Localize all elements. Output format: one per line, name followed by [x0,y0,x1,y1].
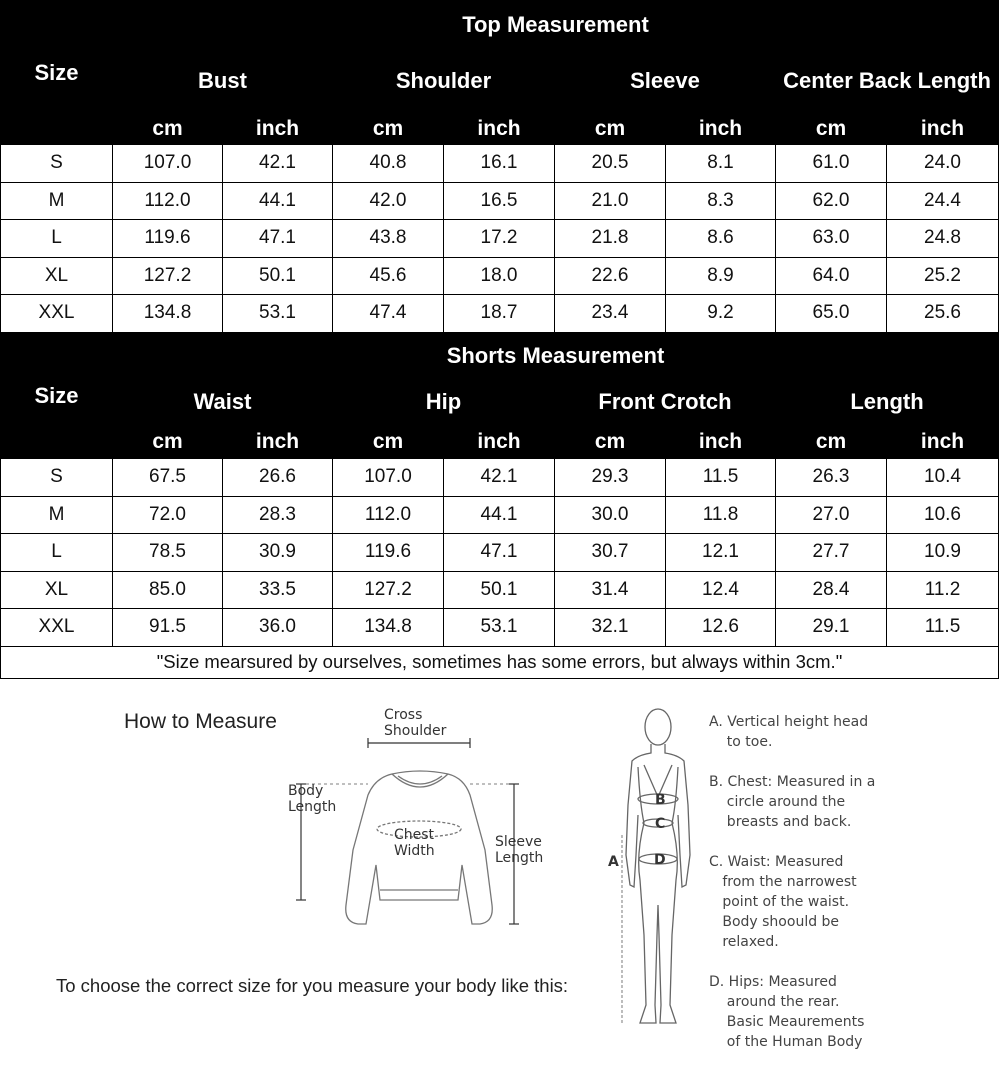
measurement-cell: 78.5 [113,534,223,572]
size-cell: M [1,496,113,534]
measurement-cell: 42.1 [223,145,333,183]
note-c: C. Waist: Measured from the narrowest point of the waist. Body shoould be relaxed. [709,854,857,950]
note-a: A. Vertical height head to toe. [709,714,869,750]
table-title: Top Measurement [113,1,999,49]
measurement-cell: 8.6 [666,220,776,258]
measurement-cell: 24.4 [887,182,999,220]
measurement-cell: 47.1 [223,220,333,258]
size-cell: XXL [1,609,113,647]
unit-row [1,426,999,459]
unit-row [1,113,999,145]
measurement-cell: 11.5 [666,459,776,497]
size-header: Size [1,334,113,459]
measurement-cell: 50.1 [444,571,555,609]
size-cell: XXL [1,295,113,333]
group-header: Hip [333,378,555,426]
size-cell: S [1,459,113,497]
body-length-label: Length [288,799,337,815]
unit-header: cm [555,426,666,459]
measurement-cell: 107.0 [113,145,223,183]
unit-header: cm [333,426,444,459]
measurement-cell: 61.0 [776,145,887,183]
measurement-cell: 127.2 [333,571,444,609]
table-row [1,182,999,220]
measurement-cell: 28.3 [223,496,333,534]
measurement-cell: 16.5 [444,182,555,220]
unit-header: inch [223,426,333,459]
table-title: Shorts Measurement [113,334,999,378]
group-header: Length [776,378,999,426]
measurement-cell: 18.0 [444,257,555,295]
unit-header: cm [113,113,223,145]
measurement-cell: 8.9 [666,257,776,295]
measurement-cell: 67.5 [113,459,223,497]
shorts-measurement-table [0,333,999,679]
measurement-cell: 53.1 [444,609,555,647]
measurement-cell: 24.0 [887,145,999,183]
measurement-cell: 21.0 [555,182,666,220]
measurement-cell: 30.7 [555,534,666,572]
human-body-diagram [600,705,710,1035]
chest-width-label: Chest [394,827,435,843]
measurement-cell: 12.6 [666,609,776,647]
measurement-cell: 11.5 [887,609,999,647]
table-row [1,257,999,295]
measurement-cell: 107.0 [333,459,444,497]
measurement-cell: 112.0 [113,182,223,220]
measurement-cell: 31.4 [555,571,666,609]
body-length-label: Body [288,783,324,799]
size-cell: XL [1,257,113,295]
chest-width-label: Width [394,843,435,859]
measurement-cell: 20.5 [555,145,666,183]
measurement-note: "Size mearsured by ourselves, sometimes has some errors, but always within 3cm." [1,646,999,678]
measurement-cell: 119.6 [113,220,223,258]
group-header: Center Back Length [776,49,999,113]
measurement-cell: 134.8 [333,609,444,647]
unit-header: inch [223,113,333,145]
measurement-cell: 119.6 [333,534,444,572]
top-measurement-table [0,0,999,333]
measurement-cell: 30.0 [555,496,666,534]
measurement-cell: 91.5 [113,609,223,647]
measurement-cell: 10.4 [887,459,999,497]
measurement-cell: 27.7 [776,534,887,572]
measurement-cell: 22.6 [555,257,666,295]
measurement-cell: 50.1 [223,257,333,295]
size-cell: M [1,182,113,220]
how-to-measure-title: How to Measure [124,710,277,733]
unit-header: inch [444,426,555,459]
note-d: D. Hips: Measured around the rear. Basic Meaurements of the Human Body [709,974,865,1050]
measurement-cell: 65.0 [776,295,887,333]
measurement-cell: 12.1 [666,534,776,572]
unit-header: inch [666,113,776,145]
measurement-cell: 43.8 [333,220,444,258]
measurement-cell: 28.4 [776,571,887,609]
size-cell: L [1,220,113,258]
cross-shoulder-label: Shoulder [384,723,447,739]
measurement-cell: 40.8 [333,145,444,183]
group-header: Shoulder [333,49,555,113]
measurement-cell: 26.6 [223,459,333,497]
size-cell: L [1,534,113,572]
sleeve-length-label: Sleeve [495,834,542,850]
measurement-cell: 25.6 [887,295,999,333]
choose-size-instruction: To choose the correct size for you measure your body like this: [56,975,569,996]
measurement-cell: 63.0 [776,220,887,258]
table-row [1,609,999,647]
measurement-cell: 42.1 [444,459,555,497]
measurement-cell: 17.2 [444,220,555,258]
table-row [1,145,999,183]
table-row [1,220,999,258]
measurement-cell: 134.8 [113,295,223,333]
measurement-cell: 62.0 [776,182,887,220]
unit-header: inch [666,426,776,459]
measurement-cell: 11.2 [887,571,999,609]
measurement-cell: 85.0 [113,571,223,609]
unit-header: inch [887,113,999,145]
table-row [1,571,999,609]
measurement-cell: 72.0 [113,496,223,534]
measurement-cell: 9.2 [666,295,776,333]
shirt-measure-diagram [280,700,560,940]
measurement-cell: 16.1 [444,145,555,183]
measurement-cell: 24.8 [887,220,999,258]
measurement-cell: 36.0 [223,609,333,647]
measurement-cell: 33.5 [223,571,333,609]
measurement-cell: 10.9 [887,534,999,572]
group-header: Waist [113,378,333,426]
measurement-cell: 18.7 [444,295,555,333]
measurement-cell: 64.0 [776,257,887,295]
unit-header: inch [444,113,555,145]
measurement-cell: 8.1 [666,145,776,183]
measurement-cell: 42.0 [333,182,444,220]
measurement-cell: 27.0 [776,496,887,534]
sleeve-length-label: Length [495,850,544,866]
measurement-cell: 47.4 [333,295,444,333]
measurement-cell: 25.2 [887,257,999,295]
measurement-cell: 53.1 [223,295,333,333]
measurement-cell: 32.1 [555,609,666,647]
unit-header: cm [333,113,444,145]
marker-c: C [655,816,666,832]
group-header: Bust [113,49,333,113]
measurement-cell: 10.6 [887,496,999,534]
marker-b: B [655,792,666,808]
measurement-cell: 23.4 [555,295,666,333]
cross-shoulder-label: Cross [384,707,423,723]
unit-header: cm [776,113,887,145]
group-header: Front Crotch [555,378,776,426]
measurement-cell: 29.3 [555,459,666,497]
unit-header: cm [555,113,666,145]
table-row [1,534,999,572]
measurement-cell: 30.9 [223,534,333,572]
unit-header: cm [113,426,223,459]
table-row [1,295,999,333]
measurement-cell: 112.0 [333,496,444,534]
size-cell: S [1,145,113,183]
unit-header: inch [887,426,999,459]
note-b: B. Chest: Measured in a circle around the breasts and back. [709,774,876,830]
measurement-cell: 44.1 [444,496,555,534]
size-cell: XL [1,571,113,609]
table-row [1,496,999,534]
size-header: Size [1,1,113,145]
table-row [1,459,999,497]
marker-d: D [654,852,666,868]
measurement-cell: 44.1 [223,182,333,220]
measurement-cell: 127.2 [113,257,223,295]
measurement-cell: 29.1 [776,609,887,647]
measurement-cell: 21.8 [555,220,666,258]
measurement-cell: 45.6 [333,257,444,295]
measurement-cell: 26.3 [776,459,887,497]
measurement-cell: 11.8 [666,496,776,534]
unit-header: cm [776,426,887,459]
measurement-cell: 47.1 [444,534,555,572]
marker-a: A [608,854,619,870]
measurement-cell: 8.3 [666,182,776,220]
measurement-cell: 12.4 [666,571,776,609]
group-header: Sleeve [555,49,776,113]
